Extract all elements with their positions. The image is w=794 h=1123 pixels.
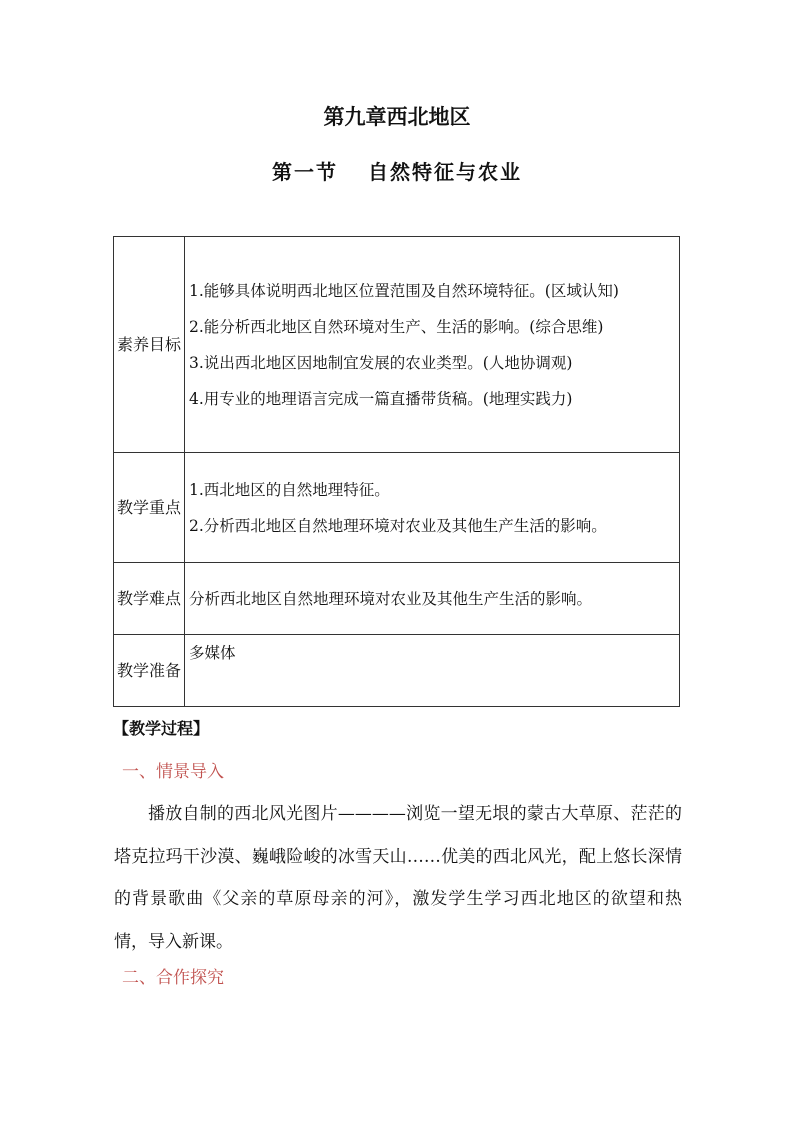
row-label: 教学准备 bbox=[114, 635, 185, 707]
key-point-line: 2.分析西北地区自然地理环境对农业及其他生产生活的影响。 bbox=[189, 516, 607, 535]
chapter-title: 第九章西北地区 bbox=[323, 105, 471, 129]
teaching-objectives-table bbox=[113, 236, 680, 707]
row-content bbox=[185, 635, 680, 707]
row-content bbox=[185, 453, 680, 563]
objective-line: 3.说出西北地区因地制宜发展的农业类型。(人地协调观) bbox=[189, 353, 573, 372]
section-heading: 二、合作探究 bbox=[122, 968, 224, 988]
row-content bbox=[185, 237, 680, 453]
process-heading: 【教学过程】 bbox=[113, 719, 210, 738]
preparation-line: 多媒体 bbox=[189, 644, 236, 662]
key-point-line: 1.西北地区的自然地理特征。 bbox=[189, 480, 390, 499]
row-content bbox=[185, 563, 680, 635]
table-row bbox=[114, 563, 680, 635]
table-row bbox=[114, 453, 680, 563]
section-number: 第一节 bbox=[272, 160, 338, 184]
objective-line: 1.能够具体说明西北地区位置范围及自然环境特征。(区域认知) bbox=[189, 281, 619, 300]
row-label: 教学难点 bbox=[114, 563, 185, 635]
table-row bbox=[114, 237, 680, 453]
row-label: 教学重点 bbox=[114, 453, 185, 563]
row-label: 素养目标 bbox=[114, 237, 185, 453]
objective-line: 2.能分析西北地区自然环境对生产、生活的影响。(综合思维) bbox=[189, 317, 604, 336]
section-heading: 一、情景导入 bbox=[122, 762, 224, 782]
objective-line: 4.用专业的地理语言完成一篇直播带货稿。(地理实践力) bbox=[189, 389, 573, 408]
section-subtitle bbox=[0, 157, 794, 187]
table-row bbox=[114, 635, 680, 707]
intro-paragraph: 播放自制的西北风光图片————浏览一望无垠的蒙古大草原、茫茫的塔克拉玛干沙漠、巍峨险峻的冰雪天山……优美的西北风光，配上悠长深情的背景歌曲《父亲的草原母亲的河》，激发学生学习西北地区的欲望和热情，导入新课。 bbox=[114, 804, 682, 952]
section-topic: 自然特征与农业 bbox=[368, 160, 522, 184]
difficulty-line: 分析西北地区自然地理环境对农业及其他生产生活的影响。 bbox=[189, 589, 593, 608]
